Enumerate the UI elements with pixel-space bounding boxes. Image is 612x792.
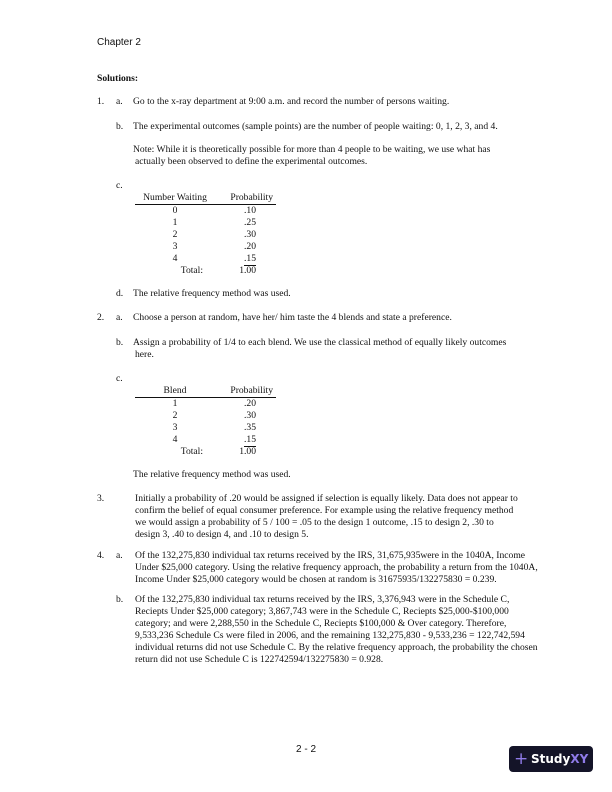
cell: 0 <box>172 205 178 216</box>
table-row <box>135 422 276 434</box>
q4b-line: Of the 132,275,830 individual tax returns received by the IRS, 3,376,943 were in the Schedule C, <box>135 594 510 605</box>
table-row <box>135 229 276 241</box>
table-header <box>135 385 276 398</box>
waiting-probability-table <box>135 192 276 277</box>
q2c-label: c. <box>116 373 123 384</box>
q2-number: 2. <box>97 312 105 323</box>
q4-number: 4. <box>97 550 105 561</box>
table-row <box>135 398 276 410</box>
total-label: Total: <box>180 265 203 276</box>
q4a-line: Of the 132,275,830 individual tax returns received by the IRS, 31,675,935were in the 1040A, Income <box>135 550 526 561</box>
cell: 3 <box>172 422 178 433</box>
q1c-label: c. <box>116 180 123 191</box>
total-label: Total: <box>180 446 203 457</box>
page-number: 2 - 2 <box>296 744 317 755</box>
q2b-label: b. <box>116 337 124 348</box>
q4b-line: 9,533,236 Schedule Cs were filed in 2006, and the remaining 132,275,830 - 9,533,236 = 122,742,594 <box>135 630 525 641</box>
q1a-text: Go to the x-ray department at 9:00 a.m. and record the number of persons waiting. <box>133 96 450 107</box>
cell: .25 <box>244 217 256 228</box>
plus-icon: + <box>514 749 529 769</box>
table-row <box>135 241 276 253</box>
q3-number: 3. <box>97 493 105 504</box>
cell: .30 <box>244 410 256 421</box>
table-row <box>135 434 276 446</box>
cell: 2 <box>172 229 178 240</box>
cell: .20 <box>244 241 256 252</box>
q4b-line: individual returns did not use Schedule C. By the relative frequency approach, the probability the chosen <box>135 642 538 653</box>
q1d-text: The relative frequency method was used. <box>133 288 291 299</box>
cell: .20 <box>244 398 256 409</box>
table-total-row <box>135 446 276 458</box>
q1a-label: a. <box>116 96 123 107</box>
logo-word: Study <box>531 752 571 766</box>
chapter-header: Chapter 2 <box>97 37 141 48</box>
cell: 4 <box>172 434 178 445</box>
logo-text <box>531 746 588 772</box>
cell: 3 <box>172 241 178 252</box>
q1-number: 1. <box>97 96 105 107</box>
q1d-label: d. <box>116 288 124 299</box>
column-header: Probability <box>230 192 273 203</box>
q4b-label: b. <box>116 594 124 605</box>
cell: .30 <box>244 229 256 240</box>
q4b-line: category; and were 2,288,550 in the Schedule C, Reciepts $100,000 & Over category. Therefore, <box>135 618 507 629</box>
column-header: Number Waiting <box>143 192 207 203</box>
q2b-line: here. <box>135 349 154 360</box>
q1b-label: b. <box>116 121 124 132</box>
q1-note-line: Note: While it is theoretically possible for more than 4 people to be waiting, we use what has <box>133 144 491 155</box>
total-value: 1.00 <box>239 446 256 457</box>
cell: 1 <box>172 398 178 409</box>
q2b-line: Assign a probability of 1/4 to each blend. We use the classical method of equally likely outcomes <box>133 337 507 348</box>
table-row <box>135 217 276 229</box>
q4a-line: Under $25,000 category. Using the relative frequency approach, the probability a return from the 1040A, <box>135 562 538 573</box>
logo-accent: XY <box>570 752 589 766</box>
q4b-line: return did not use Schedule C is 122742594/132275830 = 0.928. <box>135 654 384 665</box>
studyxy-logo[interactable] <box>509 746 593 772</box>
q3-line: design 3, .40 to design 4, and .10 to design 5. <box>135 529 309 540</box>
q4a-label: a. <box>116 550 123 561</box>
blend-probability-table <box>135 385 276 458</box>
table-row <box>135 410 276 422</box>
cell: .15 <box>244 253 256 264</box>
cell: 2 <box>172 410 178 421</box>
q4a-line: Income Under $25,000 category would be chosen at random is 31675935/132275830 = 0.239. <box>135 574 497 585</box>
cell: .35 <box>244 422 256 433</box>
table-total-row <box>135 265 276 277</box>
q3-line: confirm the belief of equal consumer preference. For example using the relative frequency method <box>135 505 514 516</box>
column-header: Probability <box>230 385 273 396</box>
column-header: Blend <box>163 385 187 396</box>
table-row <box>135 253 276 265</box>
q3-line: Initially a probability of .20 would be assigned if selection is equally likely. Data does not appear to <box>135 493 518 504</box>
cell: .15 <box>244 434 256 445</box>
q4b-line: Reciepts Under $25,000 category; 3,867,743 were in the Schedule C, Reciepts $25,000-$100,000 <box>135 606 509 617</box>
q3-line: we would assign a probability of 5 / 100 = .05 to the design 1 outcome, .15 to design 2, .30 to <box>135 517 494 528</box>
table-row <box>135 205 276 217</box>
q2-method-text: The relative frequency method was used. <box>133 469 291 480</box>
q1b-text: The experimental outcomes (sample points) are the number of people waiting: 0, 1, 2, 3, and 4. <box>133 121 498 132</box>
q2a-text: Choose a person at random, have her/ him taste the 4 blends and state a preference. <box>133 312 452 323</box>
cell: .10 <box>244 205 256 216</box>
cell: 1 <box>172 217 178 228</box>
q2a-label: a. <box>116 312 123 323</box>
total-value: 1.00 <box>239 265 256 276</box>
q1-note-line: actually been observed to define the experimental outcomes. <box>135 156 368 167</box>
solutions-heading: Solutions: <box>97 73 139 84</box>
cell: 4 <box>172 253 178 264</box>
table-header <box>135 192 276 205</box>
